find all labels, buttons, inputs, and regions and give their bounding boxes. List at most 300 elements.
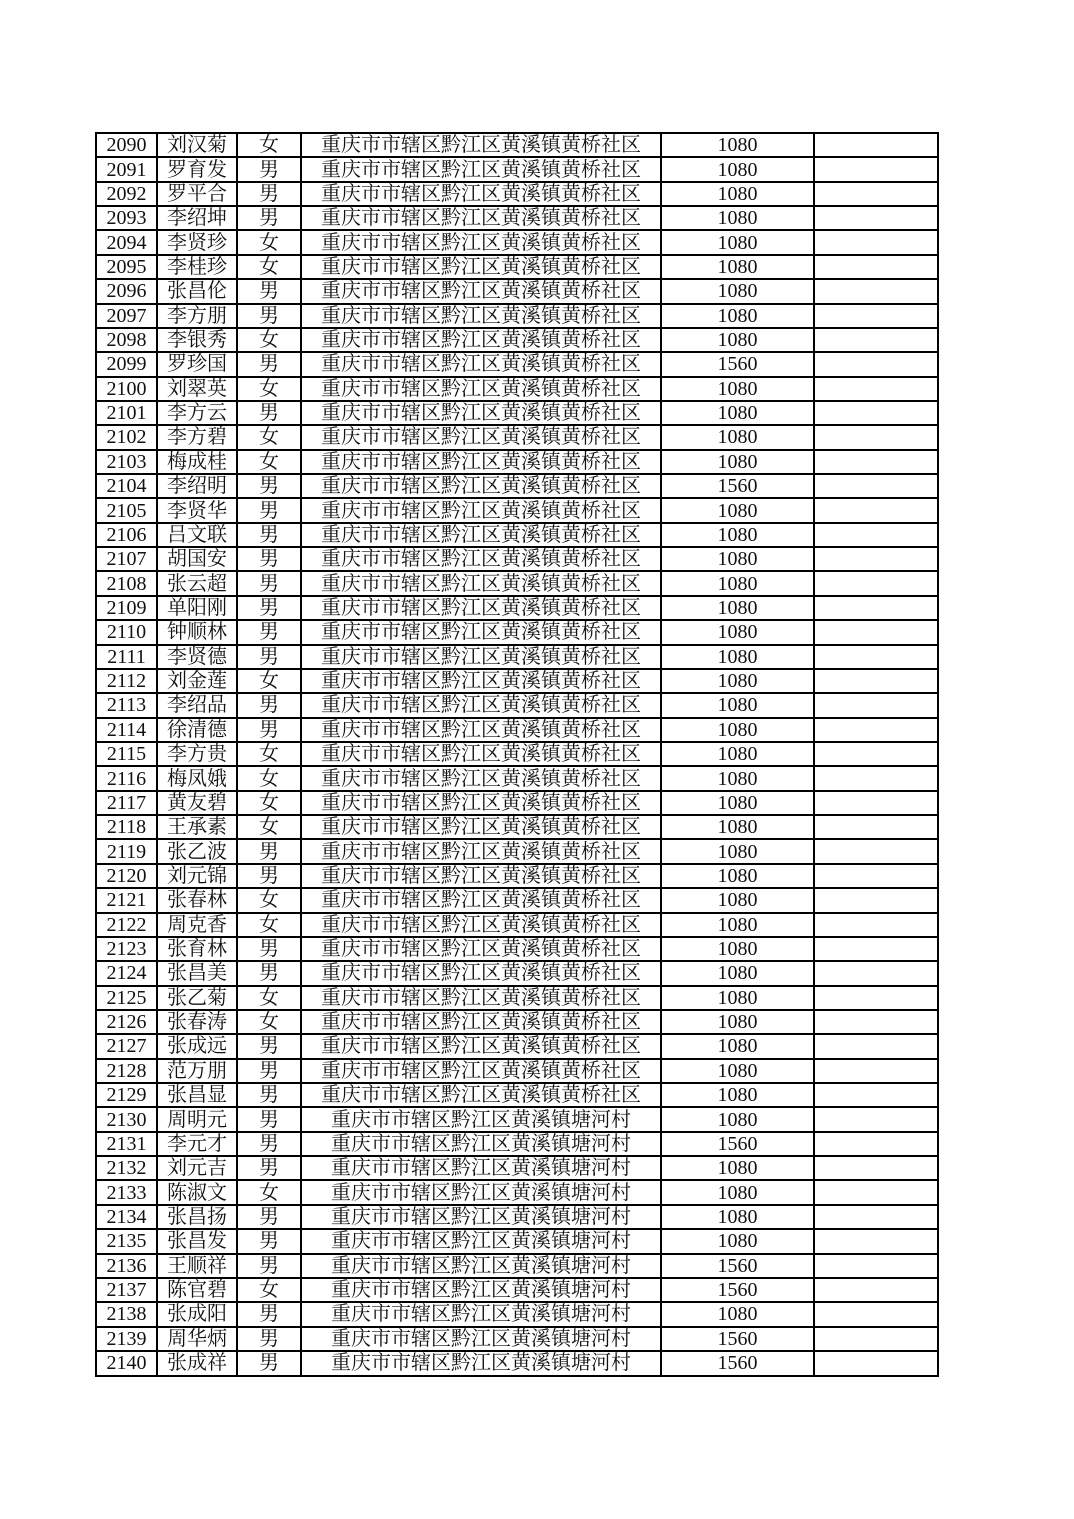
address-cell: 重庆市市辖区黔江区黄溪镇黄桥社区: [301, 864, 661, 888]
name-cell: 陈官碧: [157, 1278, 237, 1302]
note-cell: [814, 328, 938, 352]
table-row: [96, 620, 938, 644]
amount-cell: 1080: [661, 839, 814, 863]
table-row: [96, 328, 938, 352]
name-cell: 单阳刚: [157, 596, 237, 620]
address-cell: 重庆市市辖区黔江区黄溪镇塘河村: [301, 1254, 661, 1278]
table-body: [96, 133, 938, 1376]
table-row: [96, 377, 938, 401]
note-cell: [814, 571, 938, 595]
note-cell: [814, 864, 938, 888]
name-cell: 罗珍国: [157, 352, 237, 376]
table-row: [96, 133, 938, 157]
table-row: [96, 1059, 938, 1083]
name-cell: 梅凤娥: [157, 766, 237, 790]
amount-cell: 1080: [661, 742, 814, 766]
note-cell: [814, 839, 938, 863]
address-cell: 重庆市市辖区黔江区黄溪镇黄桥社区: [301, 669, 661, 693]
name-cell: 王承素: [157, 815, 237, 839]
amount-cell: 1080: [661, 718, 814, 742]
amount-cell: 1080: [661, 937, 814, 961]
id-cell: 2121: [96, 888, 157, 912]
table-row: [96, 596, 938, 620]
table-row: [96, 1254, 938, 1278]
address-cell: 重庆市市辖区黔江区黄溪镇黄桥社区: [301, 328, 661, 352]
address-cell: 重庆市市辖区黔江区黄溪镇黄桥社区: [301, 133, 661, 157]
name-cell: 梅成桂: [157, 450, 237, 474]
note-cell: [814, 986, 938, 1010]
table-row: [96, 279, 938, 303]
name-cell: 周明元: [157, 1107, 237, 1131]
id-cell: 2103: [96, 450, 157, 474]
address-cell: 重庆市市辖区黔江区黄溪镇黄桥社区: [301, 182, 661, 206]
address-cell: 重庆市市辖区黔江区黄溪镇塘河村: [301, 1278, 661, 1302]
note-cell: [814, 450, 938, 474]
address-cell: 重庆市市辖区黔江区黄溪镇黄桥社区: [301, 1083, 661, 1107]
gender-cell: 男: [237, 1059, 301, 1083]
gender-cell: 男: [237, 401, 301, 425]
note-cell: [814, 1205, 938, 1229]
amount-cell: 1080: [661, 401, 814, 425]
note-cell: [814, 815, 938, 839]
gender-cell: 女: [237, 791, 301, 815]
gender-cell: 男: [237, 571, 301, 595]
address-cell: 重庆市市辖区黔江区黄溪镇黄桥社区: [301, 839, 661, 863]
note-cell: [814, 1278, 938, 1302]
address-cell: 重庆市市辖区黔江区黄溪镇黄桥社区: [301, 1034, 661, 1058]
table-row: [96, 498, 938, 522]
gender-cell: 女: [237, 766, 301, 790]
note-cell: [814, 669, 938, 693]
table-row: [96, 571, 938, 595]
amount-cell: 1560: [661, 352, 814, 376]
table-row: [96, 1351, 938, 1376]
note-cell: [814, 133, 938, 157]
note-cell: [814, 377, 938, 401]
amount-cell: 1080: [661, 1107, 814, 1131]
name-cell: 李贤珍: [157, 230, 237, 254]
id-cell: 2093: [96, 206, 157, 230]
name-cell: 张昌扬: [157, 1205, 237, 1229]
address-cell: 重庆市市辖区黔江区黄溪镇黄桥社区: [301, 450, 661, 474]
gender-cell: 女: [237, 377, 301, 401]
amount-cell: 1080: [661, 791, 814, 815]
gender-cell: 女: [237, 328, 301, 352]
id-cell: 2097: [96, 304, 157, 328]
address-cell: 重庆市市辖区黔江区黄溪镇黄桥社区: [301, 157, 661, 181]
amount-cell: 1080: [661, 157, 814, 181]
beneficiary-table: [95, 132, 939, 1377]
note-cell: [814, 596, 938, 620]
address-cell: 重庆市市辖区黔江区黄溪镇塘河村: [301, 1205, 661, 1229]
name-cell: 李贤华: [157, 498, 237, 522]
amount-cell: 1080: [661, 450, 814, 474]
note-cell: [814, 1156, 938, 1180]
table-row: [96, 1205, 938, 1229]
address-cell: 重庆市市辖区黔江区黄溪镇塘河村: [301, 1327, 661, 1351]
address-cell: 重庆市市辖区黔江区黄溪镇黄桥社区: [301, 645, 661, 669]
table-row: [96, 888, 938, 912]
name-cell: 刘元吉: [157, 1156, 237, 1180]
gender-cell: 男: [237, 1083, 301, 1107]
gender-cell: 男: [237, 157, 301, 181]
note-cell: [814, 230, 938, 254]
id-cell: 2109: [96, 596, 157, 620]
table-row: [96, 1180, 938, 1204]
id-cell: 2126: [96, 1010, 157, 1034]
gender-cell: 女: [237, 133, 301, 157]
note-cell: [814, 425, 938, 449]
id-cell: 2116: [96, 766, 157, 790]
name-cell: 李方贵: [157, 742, 237, 766]
amount-cell: 1080: [661, 425, 814, 449]
amount-cell: 1080: [661, 1229, 814, 1253]
gender-cell: 男: [237, 1327, 301, 1351]
name-cell: 张乙波: [157, 839, 237, 863]
id-cell: 2100: [96, 377, 157, 401]
address-cell: 重庆市市辖区黔江区黄溪镇黄桥社区: [301, 766, 661, 790]
amount-cell: 1080: [661, 1083, 814, 1107]
note-cell: [814, 206, 938, 230]
gender-cell: 男: [237, 718, 301, 742]
address-cell: 重庆市市辖区黔江区黄溪镇黄桥社区: [301, 498, 661, 522]
amount-cell: 1080: [661, 182, 814, 206]
id-cell: 2114: [96, 718, 157, 742]
address-cell: 重庆市市辖区黔江区黄溪镇黄桥社区: [301, 206, 661, 230]
table-row: [96, 352, 938, 376]
gender-cell: 女: [237, 1180, 301, 1204]
id-cell: 2127: [96, 1034, 157, 1058]
gender-cell: 男: [237, 1205, 301, 1229]
amount-cell: 1080: [661, 1010, 814, 1034]
id-cell: 2125: [96, 986, 157, 1010]
address-cell: 重庆市市辖区黔江区黄溪镇黄桥社区: [301, 815, 661, 839]
gender-cell: 男: [237, 304, 301, 328]
name-cell: 张昌显: [157, 1083, 237, 1107]
gender-cell: 女: [237, 450, 301, 474]
name-cell: 周克香: [157, 913, 237, 937]
table-row: [96, 1083, 938, 1107]
note-cell: [814, 1132, 938, 1156]
note-cell: [814, 474, 938, 498]
table-row: [96, 450, 938, 474]
name-cell: 张成阳: [157, 1302, 237, 1326]
note-cell: [814, 1302, 938, 1326]
id-cell: 2132: [96, 1156, 157, 1180]
amount-cell: 1080: [661, 815, 814, 839]
table-row: [96, 1327, 938, 1351]
gender-cell: 女: [237, 1010, 301, 1034]
note-cell: [814, 279, 938, 303]
note-cell: [814, 1327, 938, 1351]
name-cell: 刘金莲: [157, 669, 237, 693]
note-cell: [814, 523, 938, 547]
name-cell: 陈淑文: [157, 1180, 237, 1204]
gender-cell: 男: [237, 474, 301, 498]
address-cell: 重庆市市辖区黔江区黄溪镇黄桥社区: [301, 913, 661, 937]
table-row: [96, 1107, 938, 1131]
amount-cell: 1080: [661, 766, 814, 790]
gender-cell: 男: [237, 279, 301, 303]
amount-cell: 1080: [661, 1059, 814, 1083]
amount-cell: 1080: [661, 547, 814, 571]
table-row: [96, 547, 938, 571]
name-cell: 黄友碧: [157, 791, 237, 815]
gender-cell: 男: [237, 596, 301, 620]
name-cell: 张云超: [157, 571, 237, 595]
table-row: [96, 425, 938, 449]
name-cell: 刘翠英: [157, 377, 237, 401]
name-cell: 周华炳: [157, 1327, 237, 1351]
note-cell: [814, 182, 938, 206]
id-cell: 2128: [96, 1059, 157, 1083]
table-row: [96, 1034, 938, 1058]
id-cell: 2113: [96, 693, 157, 717]
name-cell: 李绍坤: [157, 206, 237, 230]
amount-cell: 1080: [661, 255, 814, 279]
gender-cell: 男: [237, 1156, 301, 1180]
id-cell: 2140: [96, 1351, 157, 1376]
address-cell: 重庆市市辖区黔江区黄溪镇黄桥社区: [301, 937, 661, 961]
gender-cell: 男: [237, 1132, 301, 1156]
address-cell: 重庆市市辖区黔江区黄溪镇黄桥社区: [301, 279, 661, 303]
note-cell: [814, 913, 938, 937]
id-cell: 2101: [96, 401, 157, 425]
table-row: [96, 718, 938, 742]
name-cell: 张春林: [157, 888, 237, 912]
name-cell: 张昌伦: [157, 279, 237, 303]
id-cell: 2111: [96, 645, 157, 669]
table-row: [96, 791, 938, 815]
note-cell: [814, 1010, 938, 1034]
id-cell: 2137: [96, 1278, 157, 1302]
id-cell: 2098: [96, 328, 157, 352]
table-row: [96, 645, 938, 669]
amount-cell: 1560: [661, 1351, 814, 1376]
amount-cell: 1080: [661, 230, 814, 254]
id-cell: 2120: [96, 864, 157, 888]
gender-cell: 男: [237, 620, 301, 644]
id-cell: 2110: [96, 620, 157, 644]
id-cell: 2123: [96, 937, 157, 961]
amount-cell: 1080: [661, 377, 814, 401]
note-cell: [814, 1059, 938, 1083]
amount-cell: 1080: [661, 1205, 814, 1229]
note-cell: [814, 791, 938, 815]
amount-cell: 1080: [661, 328, 814, 352]
gender-cell: 男: [237, 961, 301, 985]
id-cell: 2135: [96, 1229, 157, 1253]
address-cell: 重庆市市辖区黔江区黄溪镇黄桥社区: [301, 1010, 661, 1034]
amount-cell: 1080: [661, 571, 814, 595]
address-cell: 重庆市市辖区黔江区黄溪镇黄桥社区: [301, 620, 661, 644]
gender-cell: 男: [237, 1302, 301, 1326]
address-cell: 重庆市市辖区黔江区黄溪镇黄桥社区: [301, 523, 661, 547]
note-cell: [814, 304, 938, 328]
gender-cell: 男: [237, 693, 301, 717]
amount-cell: 1560: [661, 1278, 814, 1302]
gender-cell: 女: [237, 815, 301, 839]
id-cell: 2092: [96, 182, 157, 206]
table-row: [96, 1302, 938, 1326]
note-cell: [814, 1083, 938, 1107]
table-row: [96, 669, 938, 693]
name-cell: 张乙菊: [157, 986, 237, 1010]
name-cell: 刘元锦: [157, 864, 237, 888]
id-cell: 2091: [96, 157, 157, 181]
address-cell: 重庆市市辖区黔江区黄溪镇塘河村: [301, 1229, 661, 1253]
amount-cell: 1080: [661, 888, 814, 912]
gender-cell: 男: [237, 864, 301, 888]
table-row: [96, 913, 938, 937]
address-cell: 重庆市市辖区黔江区黄溪镇黄桥社区: [301, 961, 661, 985]
name-cell: 范万朋: [157, 1059, 237, 1083]
id-cell: 2133: [96, 1180, 157, 1204]
gender-cell: 女: [237, 986, 301, 1010]
gender-cell: 男: [237, 523, 301, 547]
gender-cell: 男: [237, 1229, 301, 1253]
name-cell: 钟顺林: [157, 620, 237, 644]
table-row: [96, 1278, 938, 1302]
name-cell: 张昌美: [157, 961, 237, 985]
note-cell: [814, 157, 938, 181]
note-cell: [814, 937, 938, 961]
id-cell: 2139: [96, 1327, 157, 1351]
note-cell: [814, 718, 938, 742]
address-cell: 重庆市市辖区黔江区黄溪镇黄桥社区: [301, 255, 661, 279]
address-cell: 重庆市市辖区黔江区黄溪镇黄桥社区: [301, 304, 661, 328]
note-cell: [814, 1229, 938, 1253]
address-cell: 重庆市市辖区黔江区黄溪镇黄桥社区: [301, 791, 661, 815]
id-cell: 2122: [96, 913, 157, 937]
id-cell: 2134: [96, 1205, 157, 1229]
gender-cell: 男: [237, 645, 301, 669]
id-cell: 2119: [96, 839, 157, 863]
gender-cell: 女: [237, 742, 301, 766]
gender-cell: 男: [237, 352, 301, 376]
note-cell: [814, 401, 938, 425]
amount-cell: 1080: [661, 913, 814, 937]
table-row: [96, 1010, 938, 1034]
note-cell: [814, 888, 938, 912]
amount-cell: 1560: [661, 1254, 814, 1278]
table-row: [96, 1156, 938, 1180]
id-cell: 2118: [96, 815, 157, 839]
amount-cell: 1080: [661, 1180, 814, 1204]
note-cell: [814, 352, 938, 376]
name-cell: 胡国安: [157, 547, 237, 571]
name-cell: 李方碧: [157, 425, 237, 449]
table-row: [96, 474, 938, 498]
id-cell: 2096: [96, 279, 157, 303]
id-cell: 2095: [96, 255, 157, 279]
table-row: [96, 157, 938, 181]
gender-cell: 女: [237, 230, 301, 254]
address-cell: 重庆市市辖区黔江区黄溪镇塘河村: [301, 1180, 661, 1204]
amount-cell: 1080: [661, 645, 814, 669]
address-cell: 重庆市市辖区黔江区黄溪镇塘河村: [301, 1351, 661, 1376]
table-row: [96, 839, 938, 863]
id-cell: 2102: [96, 425, 157, 449]
id-cell: 2108: [96, 571, 157, 595]
name-cell: 罗育发: [157, 157, 237, 181]
table-row: [96, 182, 938, 206]
name-cell: 王顺祥: [157, 1254, 237, 1278]
amount-cell: 1080: [661, 133, 814, 157]
amount-cell: 1080: [661, 693, 814, 717]
address-cell: 重庆市市辖区黔江区黄溪镇黄桥社区: [301, 596, 661, 620]
name-cell: 李绍明: [157, 474, 237, 498]
amount-cell: 1080: [661, 279, 814, 303]
gender-cell: 女: [237, 888, 301, 912]
gender-cell: 男: [237, 1351, 301, 1376]
address-cell: 重庆市市辖区黔江区黄溪镇黄桥社区: [301, 401, 661, 425]
name-cell: 张昌发: [157, 1229, 237, 1253]
table-row: [96, 864, 938, 888]
id-cell: 2094: [96, 230, 157, 254]
address-cell: 重庆市市辖区黔江区黄溪镇塘河村: [301, 1107, 661, 1131]
address-cell: 重庆市市辖区黔江区黄溪镇黄桥社区: [301, 888, 661, 912]
address-cell: 重庆市市辖区黔江区黄溪镇黄桥社区: [301, 547, 661, 571]
id-cell: 2115: [96, 742, 157, 766]
id-cell: 2131: [96, 1132, 157, 1156]
gender-cell: 女: [237, 669, 301, 693]
name-cell: 李银秀: [157, 328, 237, 352]
amount-cell: 1080: [661, 1302, 814, 1326]
table-row: [96, 304, 938, 328]
note-cell: [814, 693, 938, 717]
amount-cell: 1080: [661, 669, 814, 693]
name-cell: 李方朋: [157, 304, 237, 328]
id-cell: 2130: [96, 1107, 157, 1131]
gender-cell: 女: [237, 255, 301, 279]
gender-cell: 女: [237, 425, 301, 449]
note-cell: [814, 620, 938, 644]
name-cell: 张春涛: [157, 1010, 237, 1034]
address-cell: 重庆市市辖区黔江区黄溪镇黄桥社区: [301, 377, 661, 401]
address-cell: 重庆市市辖区黔江区黄溪镇黄桥社区: [301, 352, 661, 376]
note-cell: [814, 1034, 938, 1058]
id-cell: 2136: [96, 1254, 157, 1278]
table-row: [96, 961, 938, 985]
name-cell: 李贤德: [157, 645, 237, 669]
note-cell: [814, 255, 938, 279]
id-cell: 2107: [96, 547, 157, 571]
id-cell: 2129: [96, 1083, 157, 1107]
table-row: [96, 1132, 938, 1156]
address-cell: 重庆市市辖区黔江区黄溪镇塘河村: [301, 1156, 661, 1180]
gender-cell: 男: [237, 839, 301, 863]
amount-cell: 1560: [661, 1327, 814, 1351]
address-cell: 重庆市市辖区黔江区黄溪镇黄桥社区: [301, 474, 661, 498]
note-cell: [814, 742, 938, 766]
address-cell: 重庆市市辖区黔江区黄溪镇黄桥社区: [301, 1059, 661, 1083]
id-cell: 2106: [96, 523, 157, 547]
amount-cell: 1080: [661, 620, 814, 644]
id-cell: 2117: [96, 791, 157, 815]
gender-cell: 男: [237, 1034, 301, 1058]
name-cell: 刘汉菊: [157, 133, 237, 157]
table-row: [96, 815, 938, 839]
gender-cell: 男: [237, 547, 301, 571]
amount-cell: 1080: [661, 206, 814, 230]
name-cell: 李桂珍: [157, 255, 237, 279]
table-row: [96, 1229, 938, 1253]
name-cell: 李方云: [157, 401, 237, 425]
gender-cell: 男: [237, 1254, 301, 1278]
note-cell: [814, 498, 938, 522]
name-cell: 吕文联: [157, 523, 237, 547]
